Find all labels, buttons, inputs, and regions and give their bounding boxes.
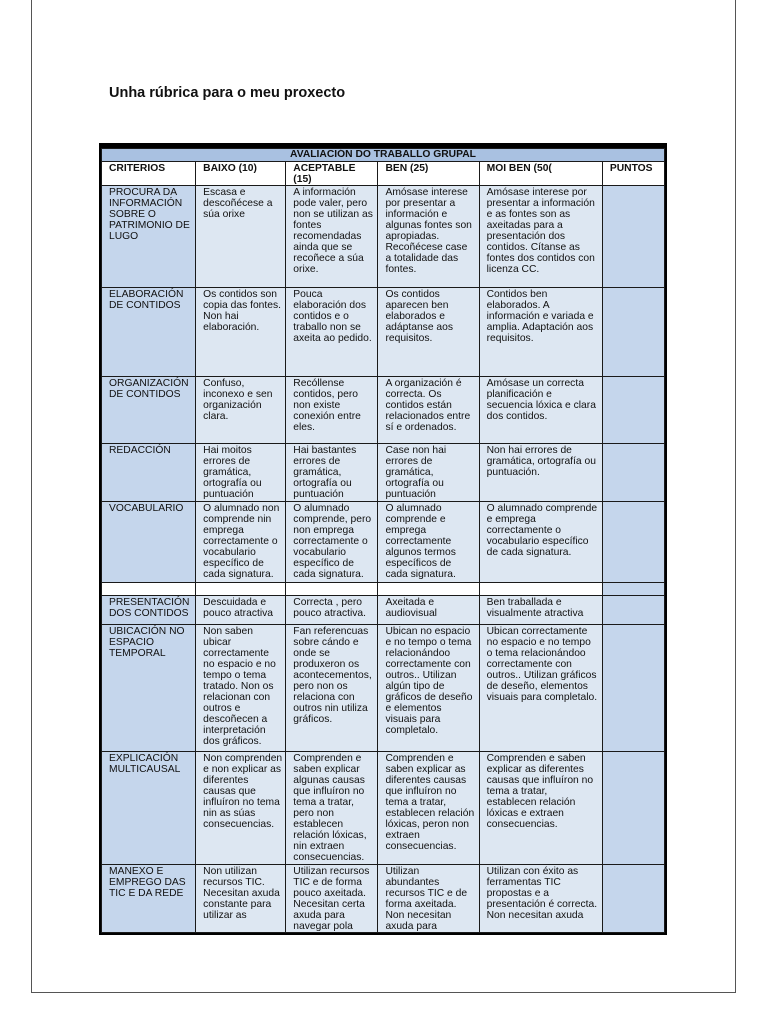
ben-cell: Axeitada e audiovisual bbox=[378, 596, 479, 625]
spacer-cell bbox=[102, 583, 196, 596]
header-aceptable: ACEPTABLE (15) bbox=[286, 162, 378, 186]
header-moi-ben: MOI BEN (50( bbox=[479, 162, 602, 186]
table-row bbox=[102, 287, 665, 376]
rubric-table bbox=[101, 148, 665, 933]
ben-cell: Comprenden e saben explicar as diferentes causas que influíron no tema a tratar, establecen relación lóxicas, peron non extraen consecuencias. bbox=[378, 752, 479, 865]
table-header-row bbox=[102, 162, 665, 186]
aceptable-cell: Fan referencuas sobre cándo e onde se produxeron os acontecementos, pero non os relaciona con outros nin utiliza gráficos. bbox=[286, 625, 378, 752]
puntos-cell[interactable] bbox=[602, 625, 664, 752]
criterion-cell: ELABORACIÓN DE CONTIDOS bbox=[102, 287, 196, 376]
page-title: Unha rúbrica para o meu proxecto bbox=[109, 85, 346, 101]
table-title: AVALIACIÓN DO TRABALLO GRUPAL bbox=[102, 149, 665, 162]
header-baixo: BAIXO (10) bbox=[196, 162, 286, 186]
aceptable-cell: Comprenden e saben explicar algunas causas que influíron no tema a tratar, pero non establecen relación lóxicas, nin extraen consecuencias. bbox=[286, 752, 378, 865]
puntos-cell[interactable] bbox=[602, 444, 664, 501]
aceptable-cell: Recóllense contidos, pero non existe conexión entre eles. bbox=[286, 377, 378, 444]
baixo-cell: O alumnado non comprende nin emprega correctamente o vocabulario específico de cada signatura. bbox=[196, 501, 286, 582]
table-row bbox=[102, 377, 665, 444]
criterion-cell: ORGANIZACIÓN DE CONTIDOS bbox=[102, 377, 196, 444]
table-row bbox=[102, 752, 665, 865]
baixo-cell: Escasa e descoñécese a súa orixe bbox=[196, 186, 286, 288]
ben-cell: Utilizan abundantes recursos TIC e de forma axeitada. Non necesitan axuda para bbox=[378, 864, 479, 932]
ben-cell: Amósase interese por presentar a información e algunas fontes son apropiadas. Recoñécese case a totalidade das fontes. bbox=[378, 186, 479, 288]
table-row bbox=[102, 186, 665, 288]
moi-ben-cell: Non hai errores de gramática, ortografía ou puntuación. bbox=[479, 444, 602, 501]
header-puntos: PUNTOS bbox=[602, 162, 664, 186]
criterion-cell: EXPLICACIÓN MULTICAUSAL bbox=[102, 752, 196, 865]
header-ben: BEN (25) bbox=[378, 162, 479, 186]
criterion-cell: MANEXO E EMPREGO DAS TIC E DA REDE bbox=[102, 864, 196, 932]
criterion-cell: UBICACIÓN NO ESPACIO TEMPORAL bbox=[102, 625, 196, 752]
baixo-cell: Os contidos son copia das fontes. Non hai elaboración. bbox=[196, 287, 286, 376]
ben-cell: O alumnado comprende e emprega correctamente algunos termos específicos de cada signatura. bbox=[378, 501, 479, 582]
table-row bbox=[102, 625, 665, 752]
moi-ben-cell: Comprenden e saben explicar as diferentes causas que influíron no tema a tratar, establecen relación lóxicas e extraen consecuencias. bbox=[479, 752, 602, 865]
aceptable-cell: Hai bastantes errores de gramática, ortografía ou puntuación bbox=[286, 444, 378, 501]
table-row bbox=[102, 501, 665, 582]
moi-ben-cell: Amósase interese por presentar a información e as fontes son as axeitadas para a presentación dos contidos. Cítanse as fontes dos contidos con licenza CC. bbox=[479, 186, 602, 288]
criterion-cell: PROCURA DA INFORMACIÓN SOBRE O PATRIMONIO DE LUGO bbox=[102, 186, 196, 288]
puntos-cell[interactable] bbox=[602, 287, 664, 376]
ben-cell: Case non hai errores de gramática, ortografía ou puntuación bbox=[378, 444, 479, 501]
baixo-cell: Confuso, inconexo e sen organización clara. bbox=[196, 377, 286, 444]
puntos-cell[interactable] bbox=[602, 501, 664, 582]
baixo-cell: Non saben ubicar correctamente no espacio e no tempo o tema tratado. Non os relacionan con outros e descoñecen a interpretación dos gráficos. bbox=[196, 625, 286, 752]
criterion-cell: REDACCIÓN bbox=[102, 444, 196, 501]
puntos-cell[interactable] bbox=[602, 752, 664, 865]
table-title-row bbox=[102, 149, 665, 162]
ben-cell: A organización é correcta. Os contidos están relacionados entre sí e ordenados. bbox=[378, 377, 479, 444]
table-row bbox=[102, 444, 665, 501]
spacer-cell bbox=[196, 583, 286, 596]
baixo-cell: Descuidada e pouco atractiva bbox=[196, 596, 286, 625]
puntos-cell[interactable] bbox=[602, 864, 664, 932]
header-criterios: CRITERIOS bbox=[102, 162, 196, 186]
moi-ben-cell: O alumnado comprende e emprega correctamente o vocabulario específico de cada signatura. bbox=[479, 501, 602, 582]
baixo-cell: Hai moitos errores de gramática, ortografía ou puntuación bbox=[196, 444, 286, 501]
spacer-cell bbox=[378, 583, 479, 596]
moi-ben-cell: Utilizan con éxito as ferramentas TIC propostas e a presentación é correcta. Non necesitan axuda bbox=[479, 864, 602, 932]
ben-cell: Os contidos aparecen ben elaborados e adáptanse aos requisitos. bbox=[378, 287, 479, 376]
rubric-table-frame bbox=[99, 143, 667, 935]
puntos-cell[interactable] bbox=[602, 377, 664, 444]
aceptable-cell: O alumnado comprende, pero non emprega correctamente o vocabulario específico de cada signatura. bbox=[286, 501, 378, 582]
spacer-cell bbox=[602, 583, 664, 596]
moi-ben-cell: Amósase un correcta planificación e secuencia lóxica e clara dos contidos. bbox=[479, 377, 602, 444]
criterion-cell: VOCABULARIO bbox=[102, 501, 196, 582]
moi-ben-cell: Ubican correctamente no espacio e no tempo o tema relacionándoo correctamente con outros.. Utilizan gráficos de deseño, elementos visuais para completalo. bbox=[479, 625, 602, 752]
puntos-cell[interactable] bbox=[602, 596, 664, 625]
ben-cell: Ubican no espacio e no tempo o tema relacionándoo correctamente con outros.. Utilizan algún tipo de gráficos de deseño e elementos visuais para completalo. bbox=[378, 625, 479, 752]
moi-ben-cell: Contidos ben elaborados. A información e variada e amplia. Adaptación aos requisitos. bbox=[479, 287, 602, 376]
aceptable-cell: Pouca elaboración dos contidos e o traballo non se axeita ao pedido. bbox=[286, 287, 378, 376]
table-row bbox=[102, 864, 665, 932]
aceptable-cell: A información pode valer, pero non se utilizan as fontes recomendadas ainda que se recoñece a súa orixe. bbox=[286, 186, 378, 288]
spacer-cell bbox=[286, 583, 378, 596]
aceptable-cell: Utilizan recursos TIC e de forma pouco axeitada. Necesitan certa axuda para navegar pola bbox=[286, 864, 378, 932]
puntos-cell[interactable] bbox=[602, 186, 664, 288]
table-spacer-row bbox=[102, 583, 665, 596]
aceptable-cell: Correcta , pero pouco atractiva. bbox=[286, 596, 378, 625]
spacer-cell bbox=[479, 583, 602, 596]
moi-ben-cell: Ben traballada e visualmente atractiva bbox=[479, 596, 602, 625]
baixo-cell: Non comprenden e non explicar as diferentes causas que influíron no tema nin as súas consecuencias. bbox=[196, 752, 286, 865]
baixo-cell: Non utilizan recursos TIC. Necesitan axuda constante para utilizar as bbox=[196, 864, 286, 932]
criterion-cell: PRESENTACIÓN DOS CONTIDOS bbox=[102, 596, 196, 625]
table-row bbox=[102, 596, 665, 625]
